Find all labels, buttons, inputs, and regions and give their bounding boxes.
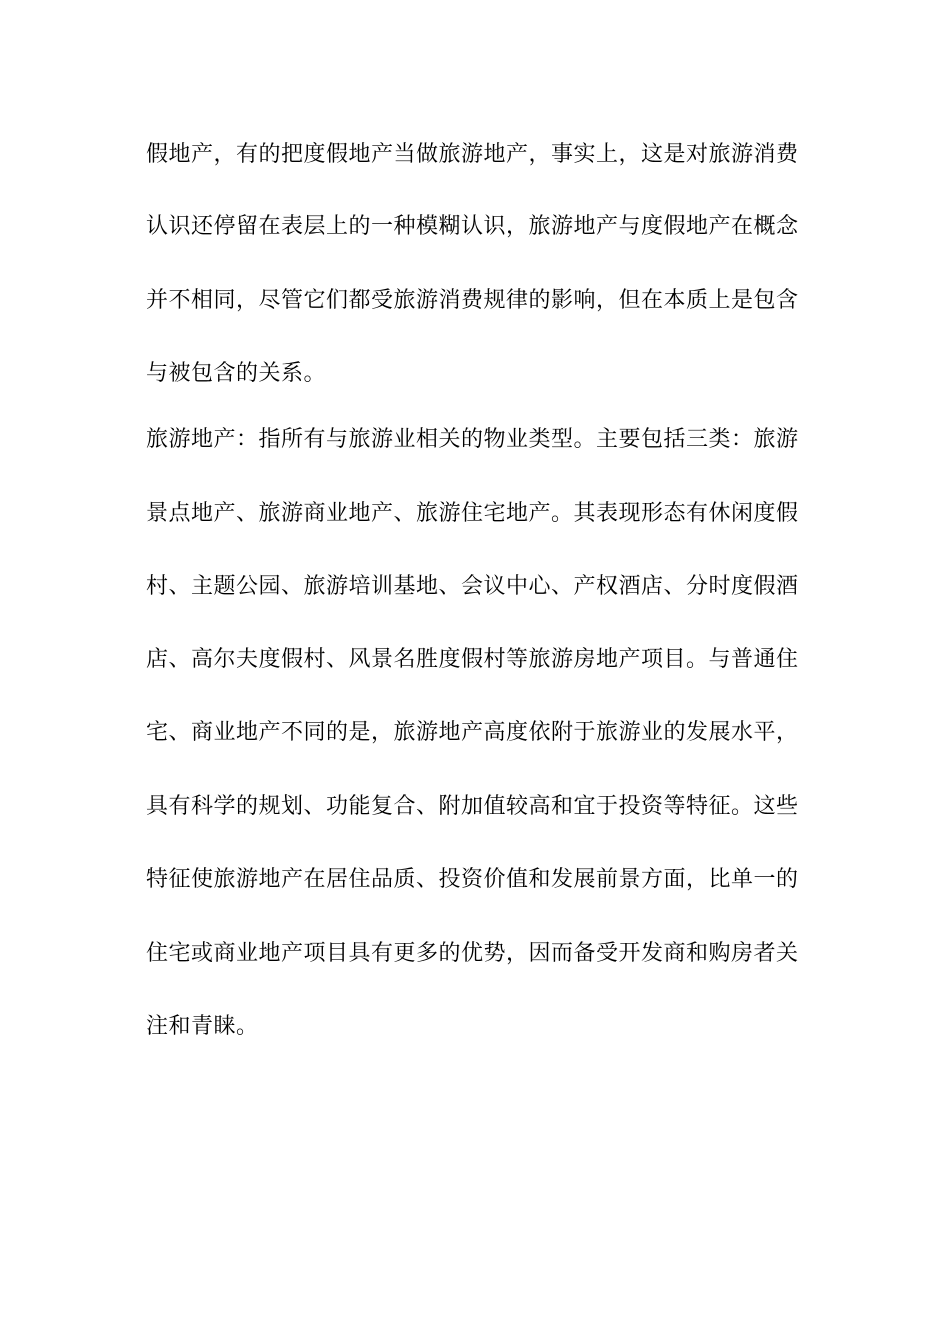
paragraph-1-line-4: 与被包含的关系。	[146, 361, 327, 386]
paragraph-2-line-4: 店、高尔夫度假村、风景名胜度假村等旅游房地产项目。与普通住	[146, 647, 799, 672]
paragraph-2-line-5: 宅、商业地产不同的是，旅游地产高度依附于旅游业的发展水平，	[146, 720, 799, 745]
paragraph-2-line-3: 村、主题公园、旅游培训基地、会议中心、产权酒店、分时度假酒	[146, 574, 799, 599]
paragraph-2-line-8: 住宅或商业地产项目具有更多的优势，因而备受开发商和购房者关	[146, 941, 799, 966]
paragraph-2-line-6: 具有科学的规划、功能复合、附加值较高和宜于投资等特征。这些	[146, 794, 799, 819]
paragraph-2-line-2: 景点地产、旅游商业地产、旅游住宅地产。其表现形态有休闲度假	[146, 501, 799, 526]
paragraph-1-line-2: 认识还停留在表层上的一种模糊认识，旅游地产与度假地产在概念	[146, 214, 799, 239]
paragraph-1-line-3: 并不相同，尽管它们都受旅游消费规律的影响，但在本质上是包含	[146, 288, 799, 313]
paragraph-2-line-1: 旅游地产：指所有与旅游业相关的物业类型。主要包括三类：旅游	[146, 427, 799, 452]
paragraph-2-line-9: 注和青睐。	[146, 1014, 259, 1039]
paragraph-1-line-1: 假地产，有的把度假地产当做旅游地产，事实上，这是对旅游消费	[146, 142, 799, 167]
paragraph-2-line-7: 特征使旅游地产在居住品质、投资价值和发展前景方面，比单一的	[146, 867, 799, 892]
